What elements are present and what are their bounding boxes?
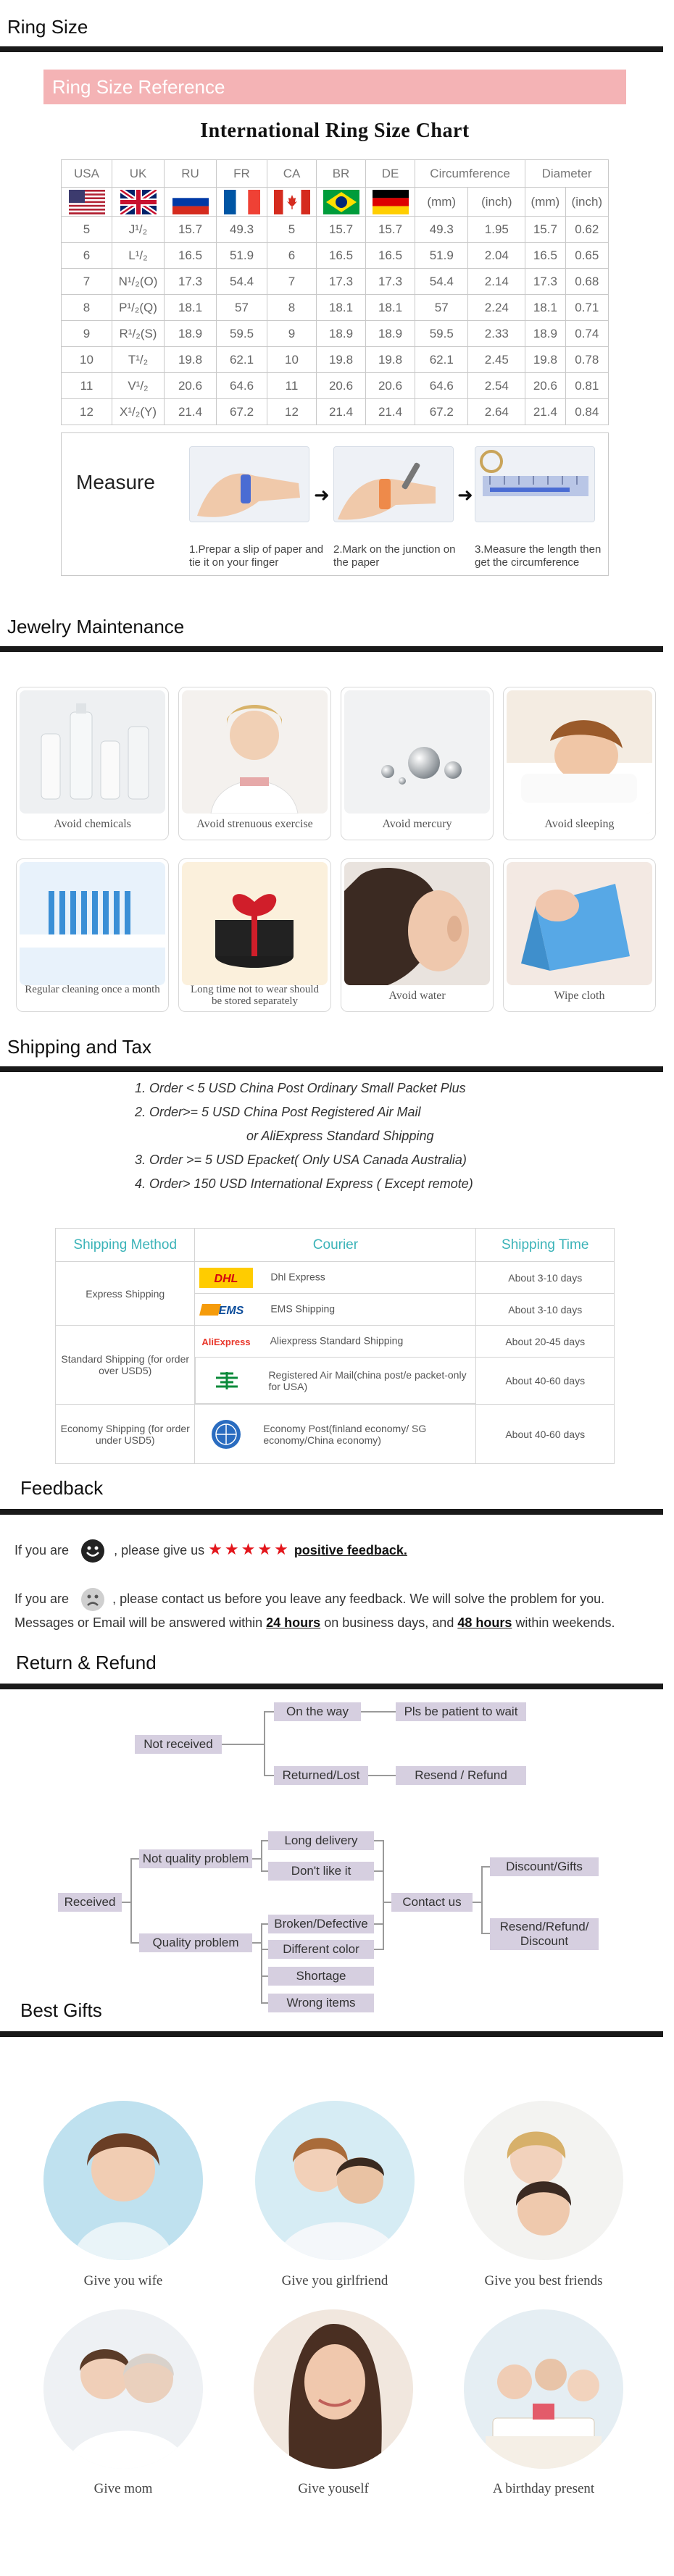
node-different-color: Different color	[268, 1940, 374, 1959]
table-cell: 19.8	[366, 347, 415, 373]
svg-text:AliExpress: AliExpress	[201, 1336, 251, 1347]
header-courier: Courier	[195, 1229, 476, 1262]
water-icon	[344, 862, 490, 985]
section-title: Feedback	[20, 1477, 104, 1499]
table-cell: 2.64	[468, 399, 525, 425]
table-row	[62, 269, 609, 295]
feedback-text: If you are	[14, 1542, 70, 1557]
table-cell: 16.5	[525, 243, 565, 269]
table-cell: 67.2	[217, 399, 267, 425]
shipping-rule: 4. Order> 150 USD International Express ( Except remote)	[135, 1176, 473, 1191]
maintenance-card	[178, 687, 331, 840]
measure-panel	[61, 432, 609, 576]
gift-box-icon	[182, 862, 328, 985]
table-cell: 51.9	[217, 243, 267, 269]
table-cell: 15.7	[525, 217, 565, 243]
uk-flag-icon	[120, 190, 157, 214]
header-method: Shipping Method	[56, 1229, 195, 1262]
table-cell: 18.1	[366, 295, 415, 321]
step1-caption: 1.Prepar a slip of paper and tie it on your finger	[189, 543, 324, 569]
table-cell: 1.95	[468, 217, 525, 243]
table-cell: 16.5	[366, 243, 415, 269]
node-quality: Quality problem	[139, 1933, 252, 1952]
maintenance-caption: Avoid chemicals	[54, 818, 131, 830]
shipping-rule: 1. Order < 5 USD China Post Ordinary Small Packet Plus	[135, 1081, 466, 1095]
flow-line	[368, 1775, 396, 1776]
maintenance-caption: Avoid sleeping	[544, 818, 615, 830]
step3-caption: 3.Measure the length then get the circumference	[475, 543, 602, 569]
flow-line	[130, 1858, 139, 1860]
usa-flag-icon	[69, 190, 105, 214]
happy-feedback-line	[14, 1539, 407, 1563]
ship-time: About 20-45 days	[476, 1326, 615, 1358]
table-cell: 8	[62, 295, 112, 321]
table-cell: 62.1	[415, 347, 468, 373]
table-cell: 21.4	[366, 399, 415, 425]
table-cell: 15.7	[165, 217, 217, 243]
table-cell: 11	[62, 373, 112, 399]
france-flag-icon	[224, 190, 260, 214]
ship-time: About 40-60 days	[476, 1405, 615, 1464]
flow-line	[261, 1923, 268, 1925]
courier-name: Aliexpress Standard Shipping	[270, 1334, 404, 1347]
measure-label: Measure	[76, 471, 155, 493]
flow-line	[261, 1975, 268, 1977]
flow-line	[383, 1840, 384, 1949]
gift-best-friends-image	[464, 2101, 623, 2260]
header-de: DE	[366, 160, 415, 188]
shipping-rule: 3. Order >= 5 USD Epacket( Only USA Canada Australia)	[135, 1153, 467, 1167]
table-cell: 2.04	[468, 243, 525, 269]
flow-line	[361, 1711, 396, 1713]
gift-girlfriend-image	[255, 2101, 415, 2260]
table-row	[56, 1262, 615, 1294]
table-cell: L¹/₂	[112, 243, 165, 269]
table-row	[62, 347, 609, 373]
flow-line	[130, 1858, 132, 1944]
section-title: Return & Refund	[16, 1652, 157, 1673]
flow-line	[481, 1933, 490, 1934]
flow-line	[261, 1870, 268, 1872]
node-contact-us: Contact us	[391, 1893, 473, 1912]
table-cell: 2.45	[468, 347, 525, 373]
header-diameter: Diameter	[525, 160, 609, 188]
flow-line	[264, 1711, 274, 1713]
brazil-flag-icon	[323, 190, 359, 214]
table-cell: X¹/₂(Y)	[112, 399, 165, 425]
feedback-text: on business days, and	[324, 1615, 454, 1630]
table-cell: 64.6	[217, 373, 267, 399]
table-cell: 21.4	[525, 399, 565, 425]
table-cell: 0.68	[565, 269, 608, 295]
table-cell: 17.3	[165, 269, 217, 295]
table-cell: 67.2	[415, 399, 468, 425]
courier-name: Dhl Express	[270, 1271, 325, 1283]
ship-time: About 3-10 days	[476, 1294, 615, 1326]
table-cell: 10	[267, 347, 317, 373]
flow-line	[264, 1711, 265, 1776]
arrow-icon: ➜	[314, 484, 330, 506]
table-cell: V¹/₂	[112, 373, 165, 399]
table-cell: 57	[217, 295, 267, 321]
table-cell: 59.5	[217, 321, 267, 347]
svg-text:EMS: EMS	[219, 1304, 244, 1317]
table-cell: 2.54	[468, 373, 525, 399]
gift-mom-image	[43, 2309, 203, 2469]
dhl-logo-icon	[199, 1268, 253, 1288]
table-cell: 16.5	[317, 243, 366, 269]
header-ca: CA	[267, 160, 317, 188]
ring-chart-title: International Ring Size Chart	[200, 120, 470, 142]
gift-birthday-image	[464, 2309, 623, 2469]
happy-face-icon	[81, 1539, 104, 1563]
flow-line	[222, 1744, 265, 1745]
flow-line	[261, 1840, 268, 1841]
method-express: Express Shipping	[56, 1262, 195, 1326]
table-row	[62, 321, 609, 347]
table-cell: 0.78	[565, 347, 608, 373]
maintenance-caption: Regular cleaning once a month	[25, 984, 160, 995]
node-broken: Broken/Defective	[268, 1915, 374, 1933]
gift-caption: A birthday present	[492, 2481, 595, 2496]
table-cell: 9	[267, 321, 317, 347]
flow-line	[261, 1840, 262, 1870]
table-cell: 19.8	[317, 347, 366, 373]
node-on-the-way: On the way	[274, 1702, 361, 1721]
hours-24: 24 hours	[266, 1615, 321, 1630]
feedback-text: Messages or Email will be answered within	[14, 1615, 263, 1630]
table-row	[56, 1405, 615, 1464]
table-cell: 59.5	[415, 321, 468, 347]
flow-line	[481, 1866, 483, 1934]
table-cell: 9	[62, 321, 112, 347]
flow-line	[130, 1942, 139, 1944]
exercise-icon	[182, 690, 328, 814]
node-resend-refund: Resend / Refund	[396, 1766, 526, 1785]
header-br: BR	[317, 160, 366, 188]
section-rule	[0, 1509, 663, 1515]
ring-size-table	[61, 159, 609, 425]
table-cell: 18.9	[317, 321, 366, 347]
cloth-icon	[507, 862, 652, 985]
table-cell: 64.6	[415, 373, 468, 399]
table-cell: 5	[62, 217, 112, 243]
table-cell: 57	[415, 295, 468, 321]
shipping-table	[55, 1228, 615, 1464]
flag-row	[62, 188, 609, 217]
table-cell: 2.33	[468, 321, 525, 347]
maintenance-card	[341, 687, 494, 840]
table-cell: 54.4	[415, 269, 468, 295]
section-title: Jewelry Maintenance	[7, 616, 185, 637]
gift-yourself-image	[254, 2309, 413, 2469]
table-cell: 19.8	[525, 347, 565, 373]
table-cell: J¹/₂	[112, 217, 165, 243]
gift-wife-image	[43, 2101, 203, 2260]
flow-line	[383, 1902, 391, 1903]
node-wrong-items: Wrong items	[268, 1994, 374, 2012]
courier-name: Registered Air Mail(china post/e packet-only for USA)	[268, 1368, 467, 1392]
table-cell: 62.1	[217, 347, 267, 373]
unit-circ-inch: (inch)	[468, 188, 525, 217]
table-cell: 11	[267, 373, 317, 399]
table-cell: 49.3	[217, 217, 267, 243]
table-cell: 7	[62, 269, 112, 295]
maintenance-card	[503, 687, 656, 840]
canada-flag-icon	[274, 190, 310, 214]
table-cell: 0.74	[565, 321, 608, 347]
node-resend-refund-discount: Resend/Refund/ Discount	[490, 1918, 599, 1950]
table-cell: 15.7	[317, 217, 366, 243]
table-cell: 6	[267, 243, 317, 269]
table-cell: 18.1	[165, 295, 217, 321]
table-cell: P¹/₂(Q)	[112, 295, 165, 321]
unit-dia-inch: (inch)	[565, 188, 608, 217]
banner-text: Ring Size Reference	[52, 76, 225, 98]
section-rule	[0, 2031, 663, 2037]
maintenance-caption: Avoid mercury	[382, 818, 452, 830]
svg-text:DHL: DHL	[214, 1272, 238, 1285]
shipping-header-row	[56, 1229, 615, 1262]
table-row	[62, 243, 609, 269]
section-rule	[0, 646, 663, 652]
table-row	[62, 217, 609, 243]
feedback-text: , please contact us before you leave any feedback. We will solve the problem for you.	[112, 1591, 605, 1606]
table-cell: 7	[267, 269, 317, 295]
table-cell: 6	[62, 243, 112, 269]
russia-flag-icon	[172, 190, 209, 214]
table-cell: 51.9	[415, 243, 468, 269]
table-cell: 21.4	[165, 399, 217, 425]
node-shortage: Shortage	[268, 1967, 374, 1986]
sad-face-icon	[81, 1588, 104, 1611]
table-cell: N¹/₂(O)	[112, 269, 165, 295]
table-cell: 20.6	[317, 373, 366, 399]
arrow-icon: ➜	[457, 484, 473, 506]
table-cell: 18.1	[525, 295, 565, 321]
table-cell: 21.4	[317, 399, 366, 425]
node-dont-like: Don't like it	[268, 1862, 374, 1881]
table-cell: 10	[62, 347, 112, 373]
shipping-rule: or AliExpress Standard Shipping	[246, 1129, 434, 1143]
table-cell: 2.24	[468, 295, 525, 321]
node-not-received: Not received	[135, 1735, 222, 1754]
table-cell: 0.81	[565, 373, 608, 399]
table-cell: 18.9	[165, 321, 217, 347]
node-not-quality: Not quality problem	[139, 1849, 252, 1868]
toothbrush-icon	[20, 862, 165, 985]
node-received: Received	[58, 1893, 122, 1912]
five-star-icon: ★★★★★	[208, 1539, 291, 1558]
flow-line	[261, 1949, 268, 1950]
step2-image	[333, 446, 454, 522]
header-usa: USA	[62, 160, 112, 188]
feedback-text: , please give us	[114, 1542, 205, 1557]
table-cell: 19.8	[165, 347, 217, 373]
feedback-text: If you are	[14, 1591, 70, 1606]
node-discount-gifts: Discount/Gifts	[490, 1857, 599, 1876]
ship-time: About 3-10 days	[476, 1262, 615, 1294]
table-cell: 5	[267, 217, 317, 243]
section-title: Ring Size	[7, 16, 88, 38]
table-cell: T¹/₂	[112, 347, 165, 373]
table-cell: 20.6	[165, 373, 217, 399]
shipping-rule: 2. Order>= 5 USD China Post Registered Air Mail	[135, 1105, 421, 1119]
aliexpress-logo-icon	[199, 1331, 253, 1352]
maintenance-card	[503, 858, 656, 1012]
sleeping-icon	[507, 690, 652, 814]
table-cell: 18.1	[317, 295, 366, 321]
table-cell: R¹/₂(S)	[112, 321, 165, 347]
node-be-patient: Pls be patient to wait	[396, 1702, 526, 1721]
response-time-line	[14, 1615, 615, 1631]
method-economy: Economy Shipping (for order under USD5)	[56, 1405, 195, 1464]
upu-logo-icon	[207, 1418, 246, 1451]
maintenance-card	[178, 858, 331, 1012]
table-cell: 12	[267, 399, 317, 425]
ship-time: About 40-60 days	[476, 1358, 615, 1405]
ems-logo-icon	[199, 1300, 253, 1320]
table-row	[62, 295, 609, 321]
chemicals-icon	[20, 690, 165, 814]
section-rule	[0, 1684, 663, 1689]
table-cell: 12	[62, 399, 112, 425]
china-post-logo-icon	[200, 1371, 254, 1391]
table-cell: 17.3	[317, 269, 366, 295]
node-long-delivery: Long delivery	[268, 1831, 374, 1850]
germany-flag-icon	[373, 190, 409, 214]
table-cell: 20.6	[366, 373, 415, 399]
ring-size-banner	[43, 70, 626, 104]
header-ru: RU	[165, 160, 217, 188]
table-cell: 17.3	[525, 269, 565, 295]
section-title: Best Gifts	[20, 1999, 102, 2021]
positive-feedback-link[interactable]: positive feedback.	[294, 1542, 407, 1557]
table-cell: 17.3	[366, 269, 415, 295]
maintenance-caption: Long time not to wear should be stored separately	[190, 984, 320, 1007]
step3-image	[475, 446, 595, 522]
courier-name: EMS Shipping	[270, 1302, 336, 1315]
table-cell: 8	[267, 295, 317, 321]
table-cell: 16.5	[165, 243, 217, 269]
maintenance-caption: Avoid water	[388, 990, 446, 1002]
node-returned-lost: Returned/Lost	[274, 1766, 368, 1785]
flow-line	[374, 1949, 384, 1950]
table-cell: 2.14	[468, 269, 525, 295]
table-cell: 0.71	[565, 295, 608, 321]
section-rule	[0, 1066, 663, 1072]
feedback-text: within weekends.	[515, 1615, 615, 1630]
gift-caption: Give you best friends	[484, 2273, 603, 2288]
table-cell: 18.9	[366, 321, 415, 347]
flow-line	[264, 1775, 274, 1776]
section-rule	[0, 46, 663, 52]
table-cell: 15.7	[366, 217, 415, 243]
flow-line	[481, 1866, 490, 1868]
maintenance-caption: Avoid strenuous exercise	[196, 818, 313, 830]
ring-size-rows	[62, 217, 609, 425]
table-header-row	[62, 160, 609, 188]
sad-feedback-line	[14, 1588, 604, 1611]
flow-line	[261, 2002, 268, 2004]
section-title: Shipping and Tax	[7, 1036, 152, 1058]
maintenance-card	[16, 687, 169, 840]
gift-caption: Give youself	[298, 2481, 369, 2496]
table-cell: 49.3	[415, 217, 468, 243]
step2-caption: 2.Mark on the junction on the paper	[333, 543, 456, 569]
unit-circ-mm: (mm)	[415, 188, 468, 217]
courier-name: Economy Post(finland economy/ SG economy/China economy)	[263, 1422, 427, 1446]
table-cell: 0.62	[565, 217, 608, 243]
table-row	[62, 373, 609, 399]
maintenance-card	[341, 858, 494, 1012]
flow-line	[261, 1923, 262, 2003]
unit-dia-mm: (mm)	[525, 188, 565, 217]
gift-caption: Give you girlfriend	[281, 2273, 388, 2288]
header-fr: FR	[217, 160, 267, 188]
table-row	[56, 1326, 615, 1358]
mercury-icon	[344, 690, 490, 814]
method-standard: Standard Shipping (for order over USD5)	[56, 1326, 195, 1405]
header-time: Shipping Time	[476, 1229, 615, 1262]
table-row	[62, 399, 609, 425]
table-cell: 54.4	[217, 269, 267, 295]
table-cell: 20.6	[525, 373, 565, 399]
shipping-rules	[135, 1076, 473, 1196]
gift-caption: Give mom	[93, 2481, 153, 2496]
header-uk: UK	[112, 160, 165, 188]
gift-caption: Give you wife	[83, 2273, 163, 2288]
header-circumference: Circumference	[415, 160, 525, 188]
hours-48: 48 hours	[457, 1615, 512, 1630]
step1-image	[189, 446, 309, 522]
table-cell: 18.9	[525, 321, 565, 347]
table-cell: 0.65	[565, 243, 608, 269]
maintenance-card	[16, 858, 169, 1012]
maintenance-caption: Wipe cloth	[554, 990, 605, 1002]
table-cell: 0.84	[565, 399, 608, 425]
